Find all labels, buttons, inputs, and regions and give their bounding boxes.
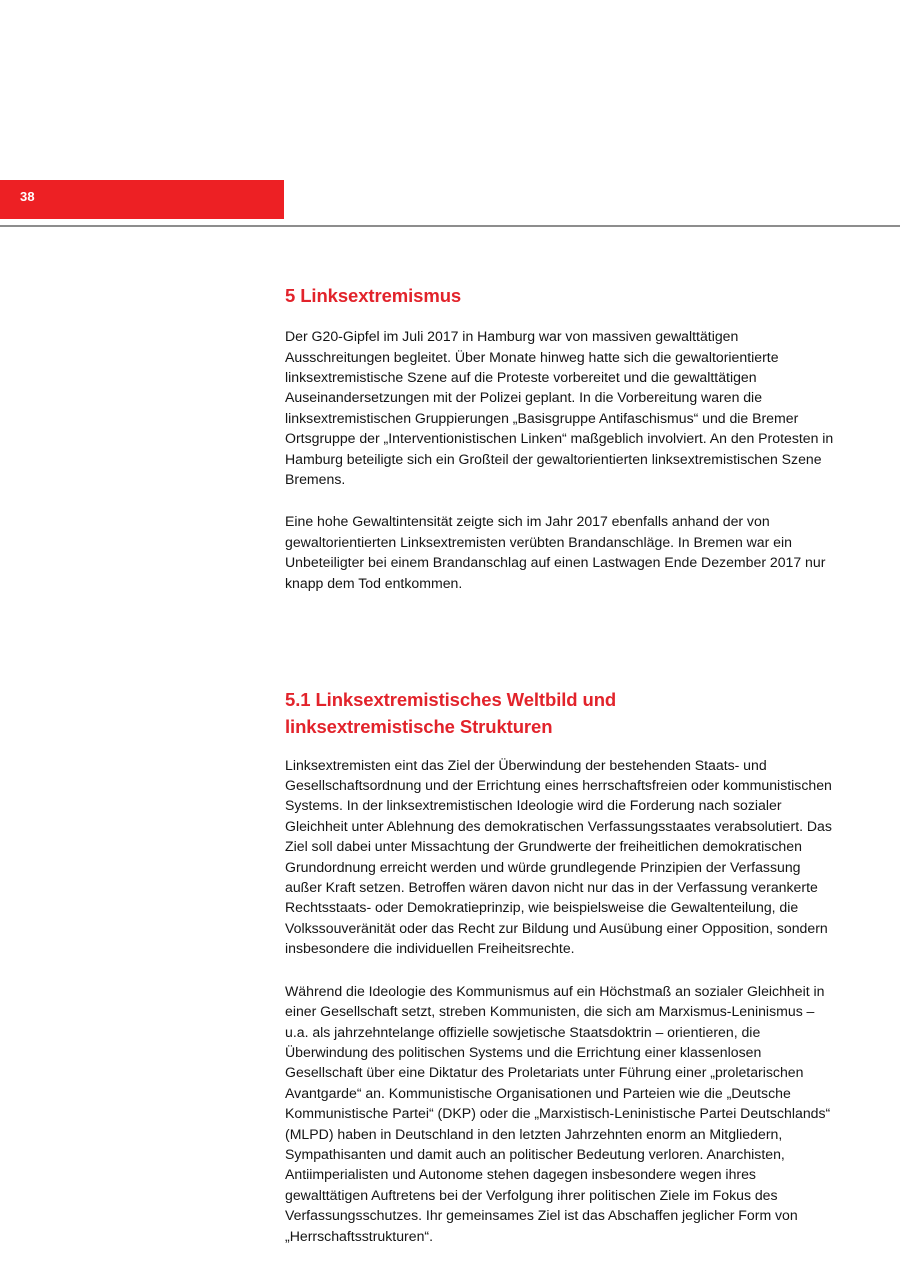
section-heading: 5 Linksextremismus: [285, 285, 462, 306]
subsection-heading-line-1: 5.1 Linksextremistisches Weltbild und: [285, 689, 617, 710]
page-number: 38: [20, 189, 35, 204]
intro-paragraph-2: Eine hohe Gewaltintensität zeigte sich im Jahr 2017 ebenfalls anhand der von gewaltorientierten Linksextremisten verübten Brandanschläge. In Bremen war ein Unbeteiligter bei einem Brandanschlag auf einen Lastwagen Ende Dezember 2017 nur knapp dem Tod entkommen.: [285, 513, 826, 591]
intro-paragraph-1: Der G20-Gipfel im Juli 2017 in Hamburg war von massiven gewalttätigen Ausschreitungen begleitet. Über Monate hinweg hatte sich die gewaltorientierte linksextremistische Szene auf die Proteste vorbereitet und die gewalttätigen Auseinandersetzungen mit der Polizei geplant. In die Vorbereitung waren die linksextremistischen Gruppierungen „Basisgruppe Antifaschismus“ und die Bremer Ortsgruppe der „Interventionistischen Linken“ maßgeblich involviert. An den Protesten in Hamburg beteiligte sich ein Großteil der gewaltorientierten linksextremistischen Szene Bremens.: [285, 328, 834, 487]
page-header: [0, 180, 900, 227]
page-number-bar: [0, 180, 284, 219]
page-content: [285, 284, 841, 1246]
header-divider-rule: [0, 225, 900, 227]
subsection-paragraph-2: Während die Ideologie des Kommunismus auf ein Höchstmaß an sozialer Gleichheit in einer Gesellschaft setzt, streben Kommunisten, die sich am Marxismus-Leninismus – u.a. als jahrzehntelange offizielle sowjetische Staatsdoktrin – orientieren, die Überwindung des politischen Systems und die Errichtung einer klassenlosen Gesellschaft über eine Diktatur des Proletariats unter Führung einer „proletarischen Avantgarde“ an. Kommunistische Organisationen und Parteien wie die „Deutsche Kommunistische Partei“ (DKP) oder die „Marxistisch-Leninistische Partei Deutschlands“ (MLPD) haben in Deutschland in den letzten Jahrzehnten enorm an Mitgliedern, Sympathisanten und damit auch an politischer Bedeutung verloren. Anarchisten, Antiimperialisten und Autonome stehen dagegen insbesondere wegen ihres gewalttätigen Auftretens bei der Verfolgung ihrer politischen Ziele im Fokus des Verfassungsschutzes. Ihr gemeinsames Ziel ist das Abschaffen jeglicher Form von „Herrschaftsstrukturen“.: [285, 982, 831, 1244]
section-spacer: [285, 615, 841, 687]
subsection-heading-line-2: linksextremistische Strukturen: [285, 715, 553, 737]
subsection-heading: [285, 687, 705, 741]
subsection-paragraph-1: Linksextremisten eint das Ziel der Überwindung der bestehenden Staats- und Gesellschaftsordnung und der Errichtung eines herrschaftsfreien oder kommunistischen Systems. In der linksextremistischen Ideologie wird die Forderung nach sozialer Gleichheit unter Ablehnung des demokratischen Verfassungsstaates verabsolutiert. Das Ziel soll dabei unter Missachtung der Grundwerte der freiheitlichen demokratischen Grundordnung erreicht werden und würde grundlegende Prinzipien der Verfassung außer Kraft setzen. Betroffen wären davon nicht nur das in der Verfassung verankerte Rechtsstaats- oder Demokratieprinzip, wie beispielsweise die Gewaltenteilung, die Volkssouveränität oder das Recht zur Bildung und Ausübung einer Opposition, sondern insbesondere die individuellen Freiheitsrechte.: [285, 756, 832, 957]
